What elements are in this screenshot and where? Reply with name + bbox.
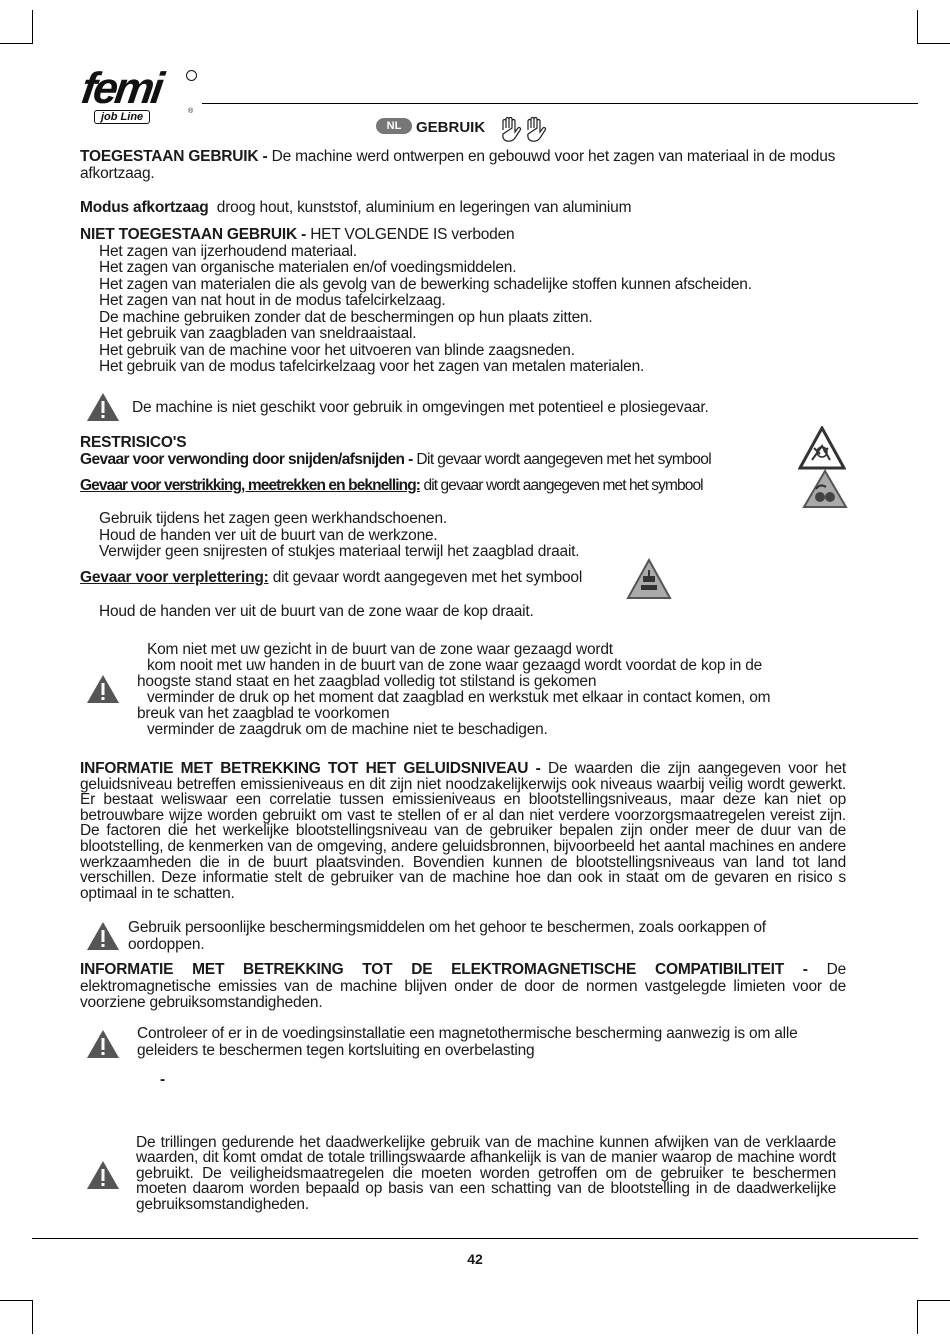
list-item: Het gebruik van de machine voor het uitvoeren van blinde zaagsneden. — [99, 341, 575, 359]
logo-subtitle: job Line — [94, 110, 150, 124]
list-item: Het zagen van materialen die als gevolg van de bewerking schadelijke stoffen kunnen afscheiden. — [99, 275, 752, 293]
warning-triangle-icon — [86, 392, 120, 422]
entangle-items — [80, 511, 846, 561]
logo-wordmark: femi — [78, 64, 164, 113]
list-item: Het gebruik van zaagbladen van sneldraaistaal. — [99, 325, 417, 342]
cut-hazard-icon — [798, 426, 846, 470]
warning-triangle-icon — [86, 1029, 120, 1059]
entangle-hazard-text: dit gevaar wordt aangegeven met het symbool — [423, 477, 703, 494]
allowed-use-title: TOEGESTAAN GEBRUIK - — [80, 148, 268, 165]
cut-hazard-label: Gevaar voor verwonding door snijden/afsnijden - — [80, 450, 413, 468]
emc-text: De elektromagnetische emissies van de machine blijven onder de door de normen vastgelegde limieten voor de voorziene gebruiksomstandigheden. — [80, 961, 846, 1011]
vibration-warning: De trillingen gedurende het daadwerkelijke gebruik van de machine kunnen afwijken van de verklaarde waarden, dit komt omdat de totale trillingswaarde afhankelijk is van de manier waarop de machine wordt gebruikt. De veiligheidsmaatregelen die moeten worden getroffen om de gebruiker te beschermen moeten daarom worden bepaald op basis van een schatting van de blootstelling in de daadwerkelijke gebruiksomstandigheden. — [136, 1134, 836, 1213]
residual-risks-title: RESTRISICO'S — [80, 434, 187, 451]
section-header — [376, 116, 556, 144]
noise-text: De waarden die zijn aangegeven voor het geluidsniveau betreffen emissieniveaus en dit zijn niet noodzakelijkerwijs ook niveaus waarbij veilig wordt gewerkt. Er bestaat weliswaar een correlatie tussen emissieniveaus en blootstellingsniveaus, maar deze kan niet op betrouwbare wijze worden gebruikt om vast te stellen of er al dan niet verdere voorzorgsmaatregelen vereist zijn. De factoren die het werkelijke blootstellingsniveau van de gebruiker bepalen zijn onder meer de duur van de blootstelling, de kenmerken van de omgeving, andere geluidsbronnen, bijvoorbeeld het aantal machines en andere werkzaamheden die in de buurt plaatsvinden. Bovendien kunnen de blootstellingsniveaus van land tot land verschillen. Deze informatie stelt de gebruiker van de machine hoe dan ook in staat om de gevaren en risico s optimaal in te schatten. — [80, 760, 846, 902]
hand-icon — [499, 116, 549, 143]
warning-line: hoogste stand staat en het zaagblad volledig tot stilstand is gekomen — [137, 673, 597, 690]
brand-logo — [78, 64, 205, 132]
list-item: Het zagen van organische materialen en/of voedingsmiddelen. — [99, 259, 517, 276]
lang-badge: NL — [376, 118, 412, 134]
crop-mark — [0, 1300, 33, 1301]
mode-paragraph — [80, 200, 846, 217]
warning-line: kom nooit met uw handen in de buurt van de zone waar gezaagd wordt voordat de kop in de — [147, 657, 763, 674]
list-item: Het gebruik van de modus tafelcirkelzaag voor het zagen van metalen materialen. — [99, 358, 645, 375]
list-item: De machine gebruiken zonder dat de beschermingen op hun plaats zitten. — [99, 308, 593, 326]
section-title: GEBRUIK — [416, 119, 486, 136]
footer-rule — [32, 1238, 918, 1239]
explosion-warning: De machine is niet geschikt voor gebruik in omgevingen met potentieel e plosiegevaar. — [132, 399, 709, 416]
page-number: 42 — [467, 1251, 483, 1267]
circuit-protection-warning: Controleer of er in de voedingsinstallatie een magnetothermische bescherming aanwezig is om alle geleiders te beschermen tegen kortsluiting en overbelasting — [137, 1025, 798, 1059]
registered-mark: ® — [188, 108, 194, 115]
crop-mark — [0, 43, 33, 44]
emc-paragraph — [80, 962, 846, 1012]
noise-title: INFORMATIE MET BETREKKING TOT HET GELUIDSNIVEAU - — [80, 760, 541, 777]
allowed-use-text: De machine werd ontwerpen en gebouwd voor het zagen van materiaal in de modus afkortzaag. — [80, 148, 836, 182]
warning-line: Kom niet met uw gezicht in de buurt van de zone waar gezaagd wordt — [147, 641, 613, 658]
crush-hazard-icon — [626, 558, 672, 600]
noise-paragraph — [80, 761, 846, 901]
crush-hazard-item: Houd de handen ver uit de buurt van de zone waar de kop draait. — [99, 603, 534, 620]
allowed-use-paragraph — [80, 149, 846, 182]
crop-mark — [917, 43, 950, 44]
mode-label: Modus afkortzaag — [80, 199, 209, 216]
crush-hazard-line — [80, 570, 640, 587]
warning-triangle-icon — [86, 921, 120, 951]
not-allowed-title-rest: HET VOLGENDE IS verboden — [310, 226, 515, 243]
list-item: Verwijder geen snijresten of stukjes materiaal terwijl het zaagblad draait. — [99, 543, 580, 560]
residual-risks-section — [80, 435, 800, 495]
crush-hazard-text: dit gevaar wordt aangegeven met het symbool — [272, 569, 583, 586]
dash-mark: - — [160, 1071, 165, 1088]
warning-line: verminder de zaagdruk om de machine niet te beschadigen. — [147, 721, 548, 738]
crop-mark — [32, 10, 33, 44]
cut-hazard-text: Dit gevaar wordt aangegeven met het symbool — [416, 450, 712, 468]
header-rule — [202, 103, 918, 104]
crop-mark — [917, 1300, 950, 1301]
list-item: Het zagen van nat hout in de modus tafelcirkelzaag. — [99, 292, 446, 309]
list-item: Het zagen van ijzerhoudend materiaal. — [99, 242, 357, 260]
head-warning-block — [137, 642, 847, 738]
crop-mark — [917, 1300, 918, 1334]
entangle-hazard-icon — [802, 469, 848, 509]
list-item: Houd de handen ver uit de buurt van de werkzone. — [99, 526, 438, 544]
crop-mark — [917, 10, 918, 44]
warning-triangle-icon — [86, 674, 120, 704]
warning-triangle-icon — [86, 1160, 120, 1190]
mode-text: droog hout, kunststof, aluminium en legeringen van aluminium — [216, 199, 632, 216]
crop-mark — [32, 1300, 33, 1334]
warning-line: breuk van het zaagblad te voorkomen — [137, 705, 390, 722]
logo-circle-icon — [186, 70, 197, 81]
crush-hazard-label: Gevaar voor verplettering: — [80, 569, 269, 586]
hearing-warning: Gebruik persoonlijke beschermingsmiddelen om het gehoor te beschermen, zoals oorkappen of oordoppen. — [128, 919, 766, 953]
not-allowed-heading — [80, 227, 846, 244]
emc-title: INFORMATIE MET BETREKKING TOT DE ELEKTROMAGNETISCHE COMPATIBILITEIT - — [80, 961, 808, 978]
list-item: Gebruik tijdens het zagen geen werkhandschoenen. — [99, 510, 448, 527]
not-allowed-title: NIET TOEGESTAAN GEBRUIK - — [80, 226, 307, 243]
not-allowed-section — [80, 227, 846, 376]
entangle-hazard-label: Gevaar voor verstrikking, meetrekken en beknelling: — [80, 477, 421, 494]
warning-line: verminder de druk op het moment dat zaagblad en werkstuk met elkaar in contact komen, om — [147, 689, 771, 706]
